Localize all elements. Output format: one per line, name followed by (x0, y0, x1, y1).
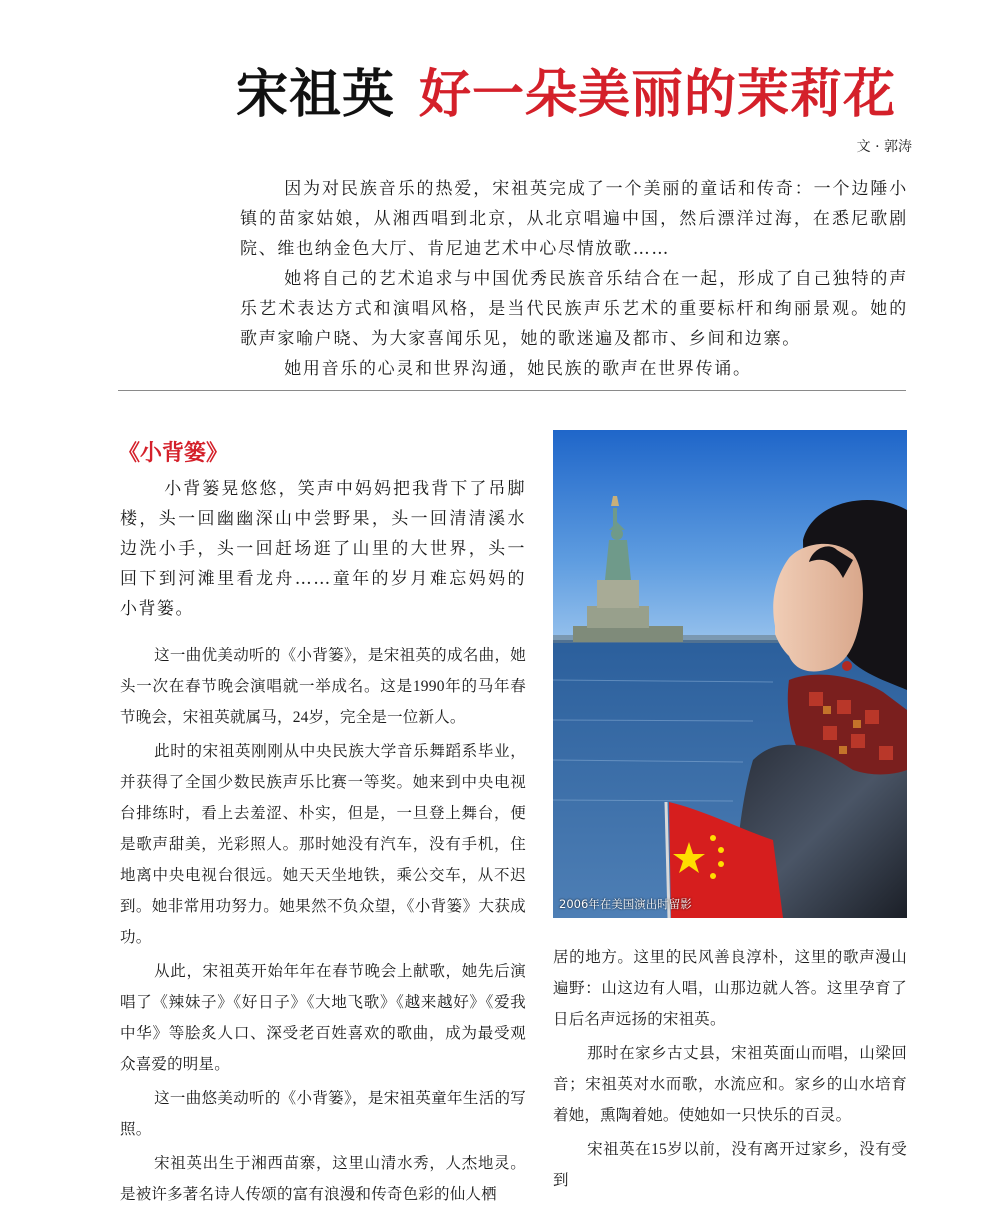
title-subtitle: 好一朵美丽的茉莉花 (419, 65, 897, 125)
body-paragraph: 此时的宋祖英刚刚从中央民族大学音乐舞蹈系毕业，并获得了全国少数民族声乐比赛一等奖。她来到中央电视台排练时，看上去羞涩、朴实，但是，一旦登上舞台，便是歌声甜美，光彩照人。那时她没有汽车，没有手机，住地离中央电视台很远。她天天坐地铁，乘公交车，从不迟到。她非常用功努力。她果然不负众望，《小背篓》大获成功。 (120, 743, 526, 946)
portrait-photo (553, 430, 907, 918)
body-paragraph: 宋祖英在15岁以前，没有离开过家乡，没有受到 (553, 1141, 907, 1189)
lyrics-paragraph: 小背篓晃悠悠，笑声中妈妈把我背下了吊脚楼，头一回幽幽深山中尝野果，头一回清清溪水边洗小手，头一回赶场逛了山里的大世界，头一回下到河滩里看龙舟……童年的岁月难忘妈妈的小背篓。 (120, 479, 526, 619)
intro-paragraphs (240, 174, 908, 384)
article-title (236, 52, 896, 127)
body-paragraph: 那时在家乡古丈县，宋祖英面山而唱，山梁回音；宋祖英对水而歌，水流应和。家乡的山水培育着她，熏陶着她。使她如一只快乐的百灵。 (553, 1045, 907, 1124)
body-column-right (553, 942, 907, 1199)
body-paragraph: 这一曲悠美动听的《小背篓》，是宋祖英童年生活的写照。 (120, 1090, 526, 1138)
byline: 文 · 郭涛 (856, 139, 912, 155)
song-title: 《小背篓》 (118, 441, 229, 466)
body-column-left (120, 640, 526, 1213)
song-lyrics (120, 474, 526, 624)
body-paragraph: 宋祖英出生于湘西苗寨，这里山清水秀，人杰地灵。是被许多著名诗人传颂的富有浪漫和传奇色彩的仙人栖 (120, 1155, 526, 1203)
title-name: 宋祖英 (236, 65, 396, 125)
intro-paragraph: 她用音乐的心灵和世界沟通，她民族的歌声在世界传诵。 (284, 359, 752, 379)
body-paragraph: 这一曲优美动听的《小背篓》，是宋祖英的成名曲，她头一次在春节晚会演唱就一举成名。这是1990年的马年春节晚会，宋祖英就属马，24岁，完全是一位新人。 (120, 647, 526, 726)
intro-paragraph: 因为对民族音乐的热爱，宋祖英完成了一个美丽的童话和传奇：一个边陲小镇的苗家姑娘，从湘西唱到北京，从北京唱遍中国，然后漂洋过海，在悉尼歌剧院、维也纳金色大厅、肯尼迪艺术中心尽情放歌…… (240, 179, 908, 259)
section-divider (118, 390, 906, 391)
body-paragraph: 居的地方。这里的民风善良淳朴，这里的歌声漫山遍野：山这边有人唱，山那边就人答。这里孕育了日后名声远扬的宋祖英。 (553, 949, 907, 1028)
photo-illustration (553, 430, 907, 918)
photo-caption: 2006年在美国演出时留影 (559, 897, 692, 911)
intro-paragraph: 她将自己的艺术追求与中国优秀民族音乐结合在一起，形成了自己独特的声乐艺术表达方式和演唱风格，是当代民族声乐艺术的重要标杆和绚丽景观。她的歌声家喻户晓、为大家喜闻乐见，她的歌迷遍及都市、乡间和边寨。 (240, 269, 908, 349)
body-paragraph: 从此，宋祖英开始年年在春节晚会上献歌，她先后演唱了《辣妹子》《好日子》《大地飞歌》《越来越好》《爱我中华》等脍炙人口、深受老百姓喜欢的歌曲，成为最受观众喜爱的明星。 (120, 963, 526, 1073)
